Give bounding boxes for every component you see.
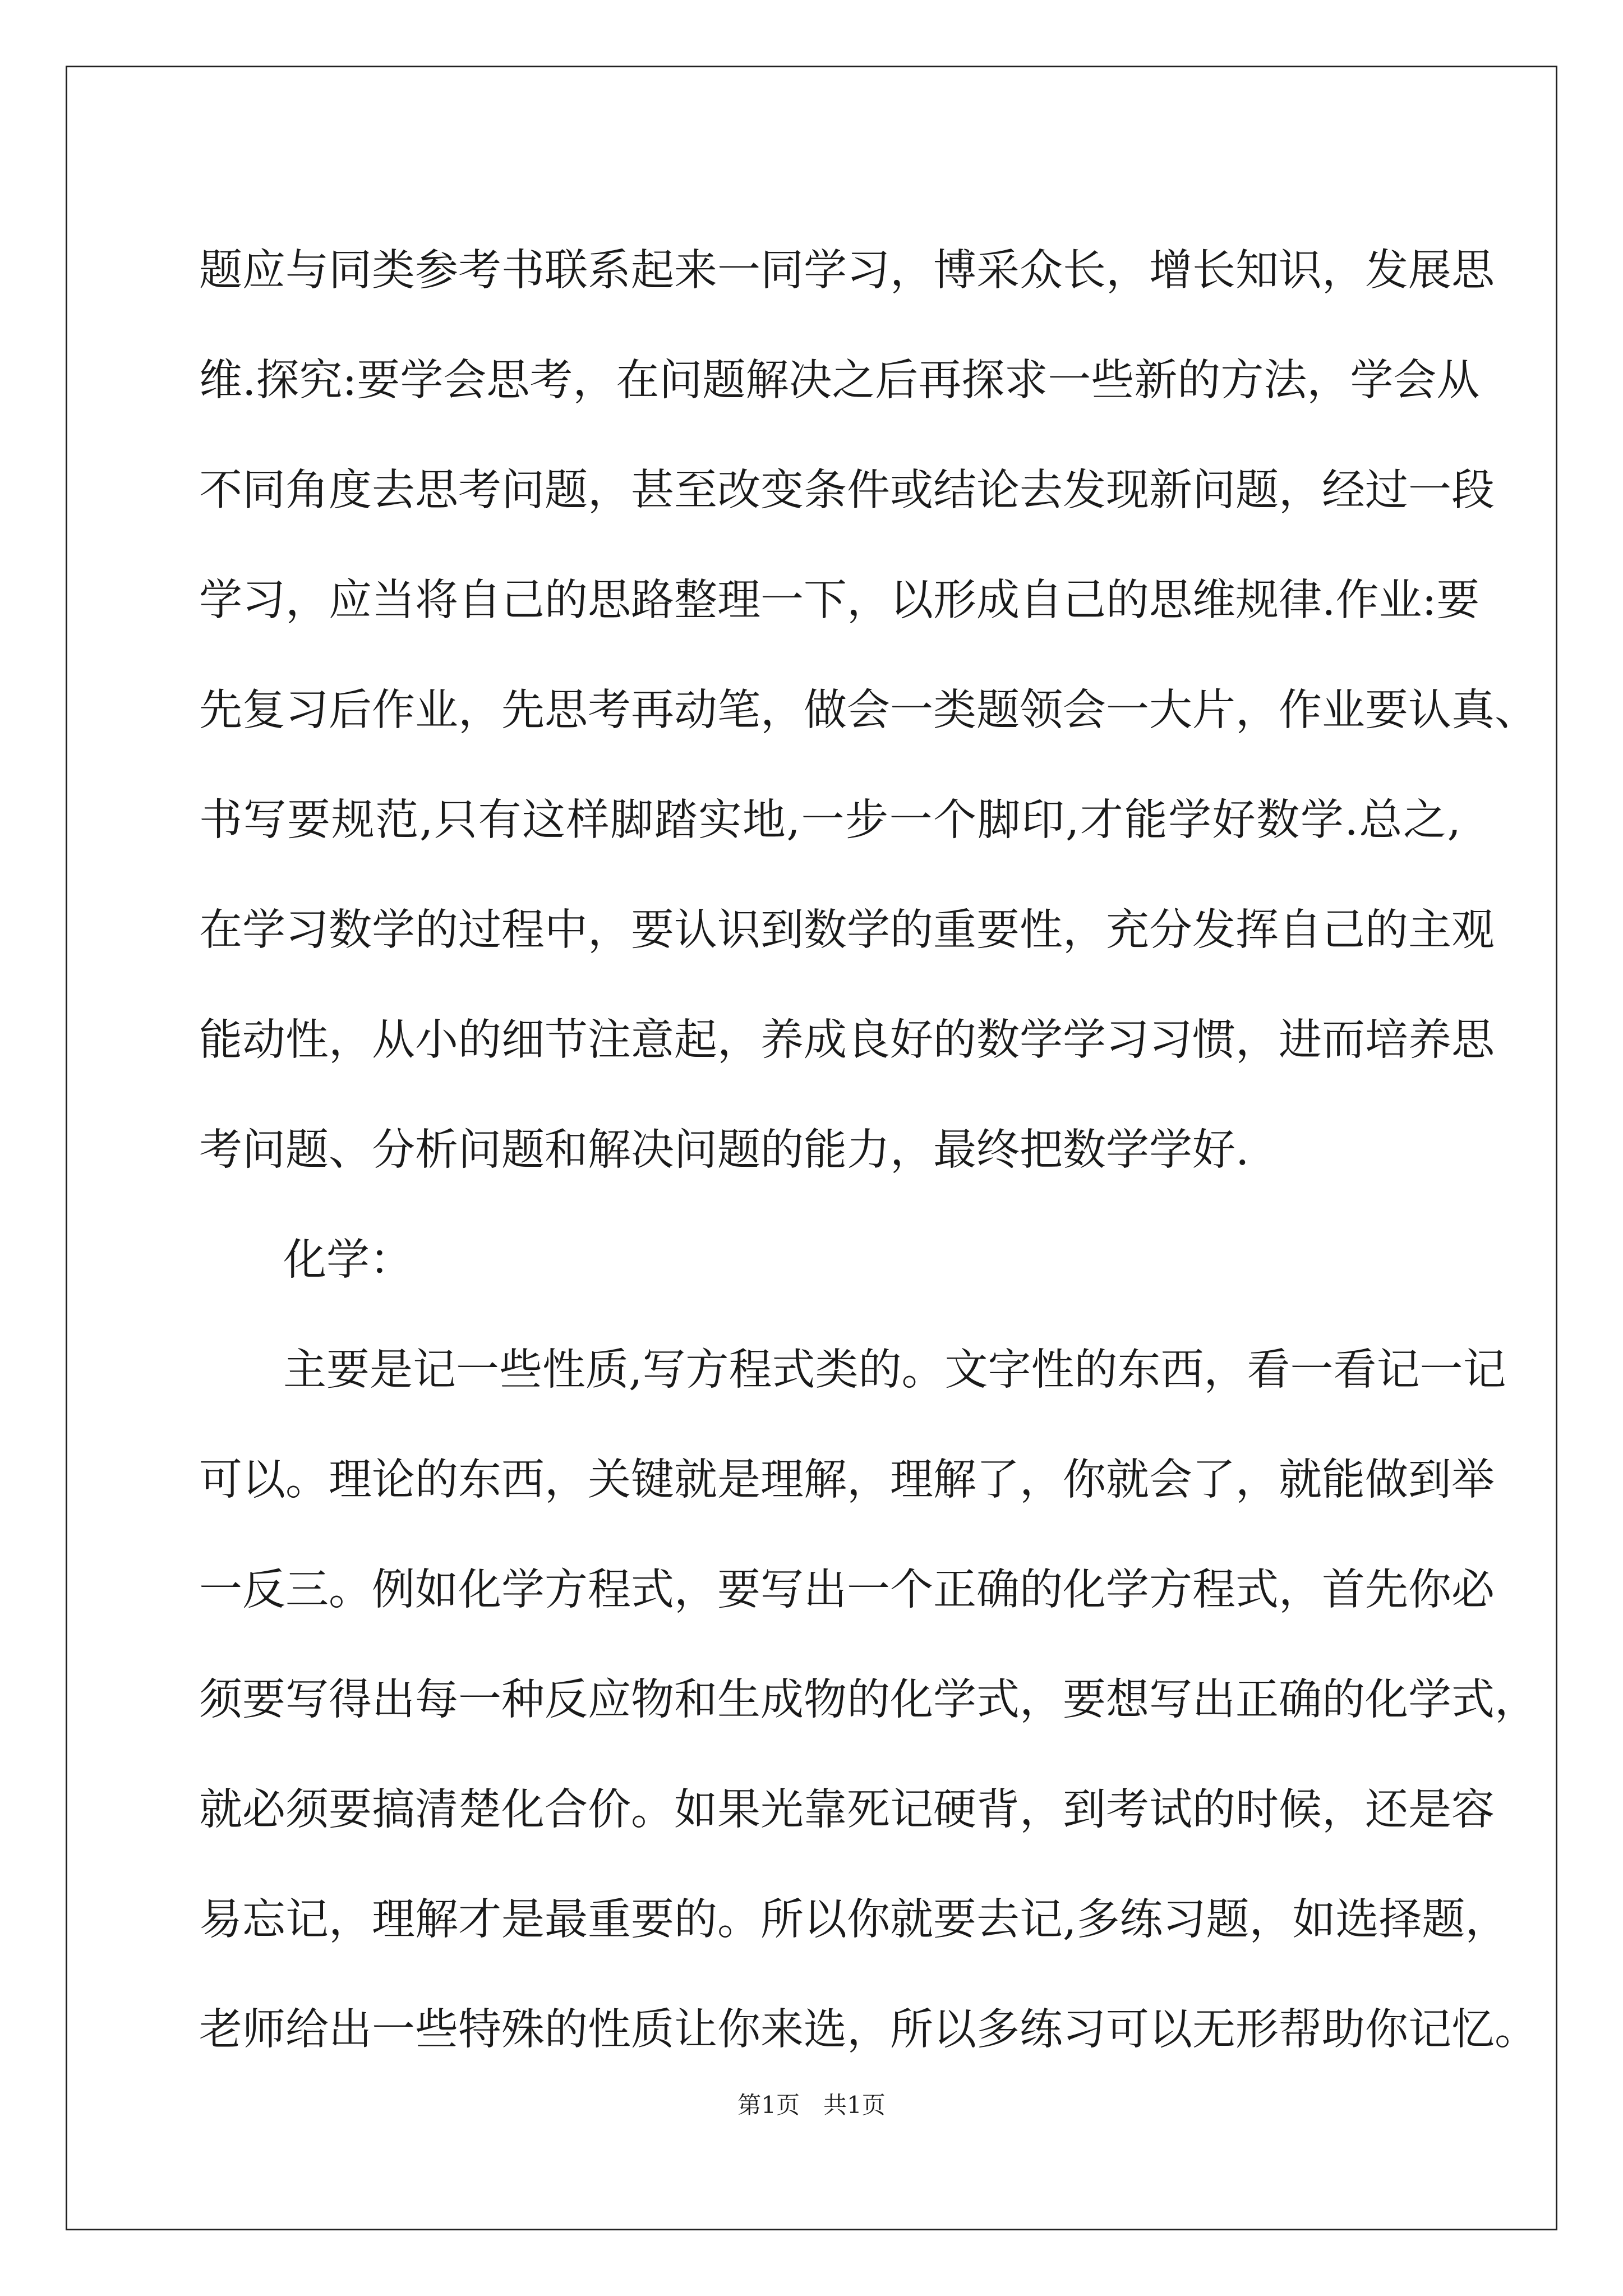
text-line: 能动性，从小的细节注意起，养成良好的数学学习习惯，进而培养思: [199, 1015, 1495, 1065]
text-line: 须要写得出每一种反应物和生成物的化学式，要想写出正确的化学式，: [199, 1675, 1538, 1725]
text-line: 就必须要搞清楚化合价。如果光靠死记硬背，到考试的时候，还是容: [199, 1785, 1495, 1835]
text-line: 题应与同类参考书联系起来一同学习，博采众长，增长知识，发展思: [199, 246, 1495, 296]
text-line: 考问题、分析问题和解决问题的能力，最终把数学学好.: [199, 1125, 1249, 1175]
text-line: 在学习数学的过程中，要认识到数学的重要性，充分发挥自己的主观: [199, 905, 1495, 955]
document-body: [199, 216, 1538, 2085]
text-line: 书写要规范,只有这样脚踏实地,一步一个脚印,才能学好数学.总之,: [199, 795, 1461, 845]
text-line: 可以。理论的东西，关键就是理解，理解了，你就会了，就能做到举: [199, 1455, 1495, 1505]
text-line: 老师给出一些特殊的性质让你来选，所以多练习可以无形帮助你记忆。: [199, 2005, 1538, 2055]
text-line: 不同角度去思考问题，甚至改变条件或结论去发现新问题，经过一段: [199, 466, 1495, 516]
page-number-footer: 第1页 共1页: [737, 2091, 886, 2119]
text-line: 学习，应当将自己的思路整理一下，以形成自己的思维规律.作业:要: [199, 576, 1480, 625]
section-heading-chemistry: 化学：: [283, 1235, 413, 1285]
text-line: 主要是记一些性质,写方程式类的。文字性的东西，看一看记一记: [283, 1345, 1506, 1395]
text-line: 先复习后作业，先思考再动笔，做会一类题领会一大片，作业要认真、: [199, 685, 1538, 735]
text-line: 易忘记，理解才是最重要的。所以你就要去记,多练习题，如选择题，: [199, 1895, 1509, 1945]
text-line: 一反三。例如化学方程式，要写出一个正确的化学方程式，首先你必: [199, 1565, 1495, 1615]
text-line: 维.探究:要学会思考，在问题解决之后再探求一些新的方法，学会从: [199, 356, 1480, 406]
